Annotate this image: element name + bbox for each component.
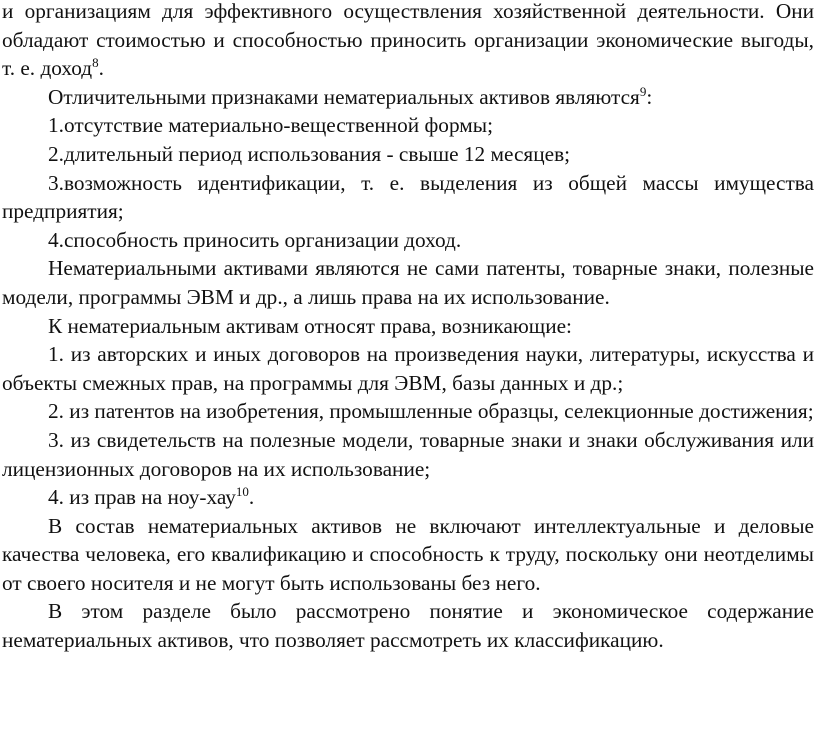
- list-item-right-2: 2. из патентов на изобретения, промышленные образцы, селекционные достижения;: [48, 399, 814, 424]
- paragraph-tail: .: [248, 485, 255, 510]
- list-item-right-4: [2, 483, 814, 512]
- paragraph-exclusions: В состав нематериальных активов не включают интеллектуальные и деловые качества человека, его квалификацию и способность к труду, поскольку они неотделимы от своего носителя и не могут быть использованы без него.: [2, 513, 814, 595]
- paragraph-text: 4. из прав на ноу-хау: [48, 485, 236, 510]
- footnote-ref-8[interactable]: 8: [92, 55, 99, 71]
- paragraph-text: Отличительными признаками нематериальных активов являются: [48, 84, 640, 109]
- list-item-right-3: 3. из свидетельств на полезные модели, товарные знаки и знаки обслуживания или лицензионных договоров на их использование;: [2, 427, 814, 481]
- list-item-feature-2: 2.длительный период использования - свыше 12 месяцев;: [48, 141, 571, 166]
- paragraph-not-patents: Нематериальными активами являются не сами патенты, товарные знаки, полезные модели, программы ЭВМ и др., а лишь права на их использование.: [2, 256, 814, 309]
- list-item-feature-1: 1.отсутствие материально-вещественной формы;: [48, 113, 493, 138]
- footnote-ref-10[interactable]: 10: [235, 484, 249, 500]
- list-item-right-1: 1. из авторских и иных договоров на произведения науки, литературы, искусства и объекты смежных прав, на программы для ЭВМ, базы данных и др.;: [2, 342, 814, 395]
- paragraph-intro-continuation: [2, 0, 814, 83]
- paragraph-tail: .: [98, 56, 104, 81]
- paragraph-conclusion: В этом разделе было рассмотрено понятие и экономическое содержание нематериальных активов, что позволяет рассмотреть их классификацию.: [2, 599, 814, 653]
- paragraph-features-heading: [2, 83, 814, 112]
- document-page: [2, 0, 814, 655]
- list-item-feature-3: 3.возможность идентификации, т. е. выделения из общей массы имущества предприятия;: [2, 170, 814, 224]
- paragraph-tail: :: [646, 84, 653, 109]
- footnote-ref-9[interactable]: 9: [639, 83, 647, 99]
- list-item-feature-4: 4.способность приносить организации доход.: [48, 227, 462, 252]
- paragraph-rights-heading: К нематериальным активам относят права, возникающие:: [48, 313, 572, 338]
- paragraph-text: и организациям для эффективного осуществления хозяйственной деятельности. Они обладают стоимостью и способностью приносить организации экономические выгоды, т. е. доход: [2, 0, 814, 81]
